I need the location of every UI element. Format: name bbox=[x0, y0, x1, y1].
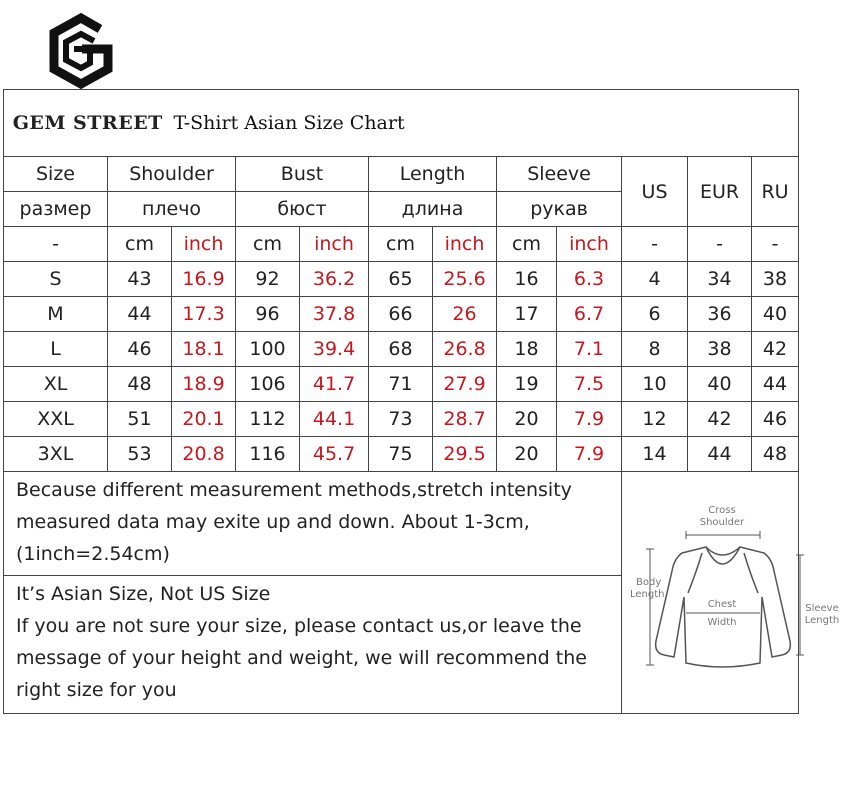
length-inch-cell: 28.7 bbox=[433, 402, 497, 437]
shoulder-cm-cell: 53 bbox=[108, 437, 172, 472]
gem-street-logo-icon bbox=[44, 8, 118, 94]
us-cell: 6 bbox=[622, 297, 688, 332]
length-cm-cell: 66 bbox=[369, 297, 433, 332]
shoulder-cm-cell: 48 bbox=[108, 367, 172, 402]
bust-cm-cell: 100 bbox=[236, 332, 300, 367]
sleeve-cm-cell: 17 bbox=[497, 297, 557, 332]
bust-cm-cell: 106 bbox=[236, 367, 300, 402]
shoulder-cm-cell: 43 bbox=[108, 262, 172, 297]
shoulder-inch-cell: 17.3 bbox=[172, 297, 236, 332]
length-cm-cell: 73 bbox=[369, 402, 433, 437]
length-inch-cell: 26.8 bbox=[433, 332, 497, 367]
table-row bbox=[4, 297, 799, 332]
us-cell: 10 bbox=[622, 367, 688, 402]
bust-cm-cell: 116 bbox=[236, 437, 300, 472]
eur-cell: 42 bbox=[688, 402, 752, 437]
header-length-ru: длина bbox=[369, 192, 497, 227]
size-cell: 3XL bbox=[4, 437, 108, 472]
header-eur: EUR bbox=[688, 157, 752, 227]
length-inch-cell: 29.5 bbox=[433, 437, 497, 472]
measurement-diagram-cell bbox=[622, 472, 840, 714]
shoulder-inch-cell: 20.8 bbox=[172, 437, 236, 472]
eur-cell: 40 bbox=[688, 367, 752, 402]
shoulder-inch-cell: 20.1 bbox=[172, 402, 236, 437]
shoulder-cm-cell: 46 bbox=[108, 332, 172, 367]
unit-ru: - bbox=[752, 227, 799, 262]
header-sleeve: Sleeve bbox=[497, 157, 622, 192]
size-cell: L bbox=[4, 332, 108, 367]
shoulder-cm-cell: 44 bbox=[108, 297, 172, 332]
size-cell: XXL bbox=[4, 402, 108, 437]
bust-inch-cell: 37.8 bbox=[300, 297, 369, 332]
us-cell: 4 bbox=[622, 262, 688, 297]
sleeve-inch-cell: 7.5 bbox=[557, 367, 622, 402]
shoulder-cm-cell: 51 bbox=[108, 402, 172, 437]
table-row bbox=[4, 402, 799, 437]
measurement-note: Because different measurement methods,stretch intensity measured data may exite up and down. About 1-3cm,(1inch=2.54cm) bbox=[4, 472, 622, 576]
bust-cm-cell: 96 bbox=[236, 297, 300, 332]
bust-inch-cell: 41.7 bbox=[300, 367, 369, 402]
eur-cell: 36 bbox=[688, 297, 752, 332]
shoulder-inch-cell: 18.9 bbox=[172, 367, 236, 402]
eur-cell: 44 bbox=[688, 437, 752, 472]
sleeve-inch-cell: 6.7 bbox=[557, 297, 622, 332]
sleeve-cm-cell: 20 bbox=[497, 402, 557, 437]
ru-cell: 48 bbox=[752, 437, 799, 472]
asian-size-notice: It’s Asian Size, Not US Size bbox=[16, 583, 271, 605]
length-inch-cell: 25.6 bbox=[433, 262, 497, 297]
chart-title: T-Shirt Asian Size Chart bbox=[172, 90, 799, 157]
bust-cm-cell: 112 bbox=[236, 402, 300, 437]
header-ru: RU bbox=[752, 157, 799, 227]
unit-inch: inch bbox=[557, 227, 622, 262]
bust-inch-cell: 39.4 bbox=[300, 332, 369, 367]
ru-cell: 40 bbox=[752, 297, 799, 332]
bust-cm-cell: 92 bbox=[236, 262, 300, 297]
bust-inch-cell: 44.1 bbox=[300, 402, 369, 437]
length-cm-cell: 65 bbox=[369, 262, 433, 297]
header-shoulder-ru: плечо bbox=[108, 192, 236, 227]
sleeve-cm-cell: 20 bbox=[497, 437, 557, 472]
header-us: US bbox=[622, 157, 688, 227]
size-table bbox=[3, 89, 840, 714]
ru-cell: 46 bbox=[752, 402, 799, 437]
size-chart bbox=[3, 89, 840, 710]
header-sleeve-ru: рукав bbox=[497, 192, 622, 227]
contact-advice: If you are not sure your size, please contact us,or leave the message of your height and weight, we will recommend the right size for you bbox=[16, 615, 587, 701]
length-cm-cell: 71 bbox=[369, 367, 433, 402]
size-cell: XL bbox=[4, 367, 108, 402]
sleeve-inch-cell: 7.1 bbox=[557, 332, 622, 367]
header-bust: Bust bbox=[236, 157, 369, 192]
length-cm-cell: 68 bbox=[369, 332, 433, 367]
shoulder-inch-cell: 16.9 bbox=[172, 262, 236, 297]
length-inch-cell: 26 bbox=[433, 297, 497, 332]
ru-cell: 44 bbox=[752, 367, 799, 402]
table-row bbox=[4, 367, 799, 402]
length-cm-cell: 75 bbox=[369, 437, 433, 472]
header-size: Size bbox=[4, 157, 108, 192]
unit-eur: - bbox=[688, 227, 752, 262]
sleeve-length-label-1: Sleeve bbox=[805, 602, 839, 614]
shoulder-inch-cell: 18.1 bbox=[172, 332, 236, 367]
table-row bbox=[4, 262, 799, 297]
sleeve-cm-cell: 16 bbox=[497, 262, 557, 297]
body-length-label-2: Length bbox=[630, 588, 665, 600]
header-bust-ru: бюст bbox=[236, 192, 369, 227]
header-shoulder: Shoulder bbox=[108, 157, 236, 192]
us-cell: 8 bbox=[622, 332, 688, 367]
sleeve-length-label-2: Length bbox=[804, 614, 840, 626]
sleeve-cm-cell: 19 bbox=[497, 367, 557, 402]
unit-cm: cm bbox=[108, 227, 172, 262]
unit-inch: inch bbox=[172, 227, 236, 262]
ru-cell: 42 bbox=[752, 332, 799, 367]
tshirt-measurement-diagram bbox=[622, 493, 842, 693]
sleeve-cm-cell: 18 bbox=[497, 332, 557, 367]
unit-inch: inch bbox=[300, 227, 369, 262]
length-inch-cell: 27.9 bbox=[433, 367, 497, 402]
chest-width-label-1: Chest bbox=[707, 598, 737, 610]
header-length: Length bbox=[369, 157, 497, 192]
unit-inch: inch bbox=[433, 227, 497, 262]
unit-size: - bbox=[4, 227, 108, 262]
us-cell: 12 bbox=[622, 402, 688, 437]
sleeve-inch-cell: 6.3 bbox=[557, 262, 622, 297]
size-cell: S bbox=[4, 262, 108, 297]
sleeve-inch-cell: 7.9 bbox=[557, 402, 622, 437]
bust-inch-cell: 45.7 bbox=[300, 437, 369, 472]
brand-name: GEM STREET bbox=[4, 90, 172, 157]
unit-cm: cm bbox=[236, 227, 300, 262]
header-size-ru: размер bbox=[4, 192, 108, 227]
unit-cm: cm bbox=[369, 227, 433, 262]
chest-width-label-2: Width bbox=[707, 616, 737, 628]
eur-cell: 38 bbox=[688, 332, 752, 367]
eur-cell: 34 bbox=[688, 262, 752, 297]
size-cell: M bbox=[4, 297, 108, 332]
size-advice-note bbox=[4, 576, 622, 714]
sleeve-inch-cell: 7.9 bbox=[557, 437, 622, 472]
unit-cm: cm bbox=[497, 227, 557, 262]
bust-inch-cell: 36.2 bbox=[300, 262, 369, 297]
body-length-label-1: Body bbox=[636, 576, 662, 588]
table-row bbox=[4, 437, 799, 472]
unit-us: - bbox=[622, 227, 688, 262]
cross-shoulder-label-2: Shoulder bbox=[699, 516, 745, 528]
us-cell: 14 bbox=[622, 437, 688, 472]
table-row bbox=[4, 332, 799, 367]
ru-cell: 38 bbox=[752, 262, 799, 297]
cross-shoulder-label-1: Cross bbox=[708, 504, 736, 516]
